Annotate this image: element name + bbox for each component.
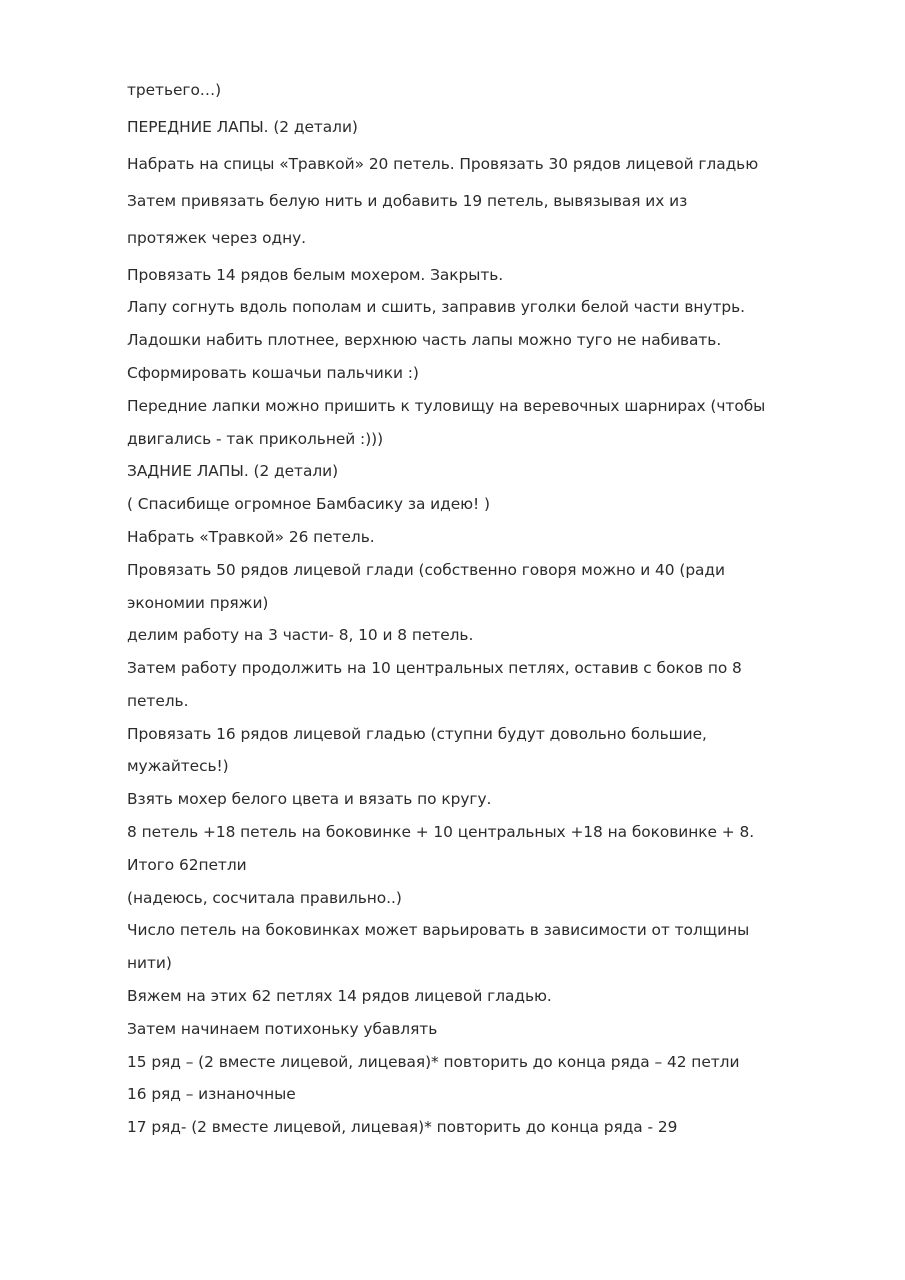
- document-line: Взять мохер белого цвета и вязать по кругу.: [127, 790, 492, 809]
- document-line: Затем начинаем потихоньку убавлять: [127, 1019, 438, 1038]
- document-line: ( Спасибище огромное Бамбасику за идею! ): [127, 495, 490, 514]
- document-line: Затем привязать белую нить и добавить 19 петель, вывязывая их из: [127, 191, 688, 210]
- document-line: (надеюсь, сосчитала правильно..): [127, 888, 402, 907]
- document-line: третьего…): [127, 81, 222, 99]
- document-line: 15 ряд – (2 вместе лицевой, лицевая)* повторить до конца ряда – 42 петли: [127, 1052, 740, 1071]
- document-line: протяжек через одну.: [127, 228, 306, 247]
- document-line: двигались - так прикольней :))): [127, 429, 384, 448]
- document-line: Вяжем на этих 62 петлях 14 рядов лицевой гладью.: [127, 987, 552, 1006]
- document-line: Передние лапки можно пришить к туловищу на веревочных шарнирах (чтобы: [127, 396, 766, 415]
- document-line: петель.: [127, 691, 189, 710]
- document-line: мужайтесь!): [127, 757, 229, 776]
- document-line: Ладошки набить плотнее, верхнюю часть лапы можно туго не набивать.: [127, 331, 722, 350]
- document-text-body: [127, 83, 787, 1153]
- document-line: 16 ряд – изнаночные: [127, 1085, 296, 1104]
- document-line: Затем работу продолжить на 10 центральных петлях, оставив с боков по 8: [127, 659, 742, 678]
- document-line: Число петель на боковинках может варьировать в зависимости от толщины: [127, 921, 750, 940]
- document-line: Лапу согнуть вдоль пополам и сшить, заправив уголки белой части внутрь.: [127, 298, 745, 317]
- document-line: нити): [127, 954, 172, 973]
- document-line: Провязать 50 рядов лицевой глади (собственно говоря можно и 40 (ради: [127, 560, 725, 579]
- document-line: Провязать 14 рядов белым мохером. Закрыть.: [127, 265, 504, 284]
- document-line: Набрать «Травкой» 26 петель.: [127, 527, 375, 546]
- document-line: экономии пряжи): [127, 593, 269, 612]
- document-line: Сформировать кошачьи пальчики :): [127, 363, 419, 382]
- document-line: 17 ряд- (2 вместе лицевой, лицевая)* повторить до конца ряда - 29: [127, 1118, 678, 1137]
- document-line: Набрать на спицы «Травкой» 20 петель. Провязать 30 рядов лицевой гладью: [127, 154, 759, 173]
- document-line: делим работу на 3 части- 8, 10 и 8 петель.: [127, 626, 474, 645]
- document-line: ЗАДНИЕ ЛАПЫ. (2 детали): [127, 462, 339, 481]
- document-line: ПЕРЕДНИЕ ЛАПЫ. (2 детали): [127, 117, 358, 136]
- document-line: 8 петель +18 петель на боковинке + 10 центральных +18 на боковинке + 8.: [127, 823, 755, 842]
- document-line: Итого 62петли: [127, 855, 247, 874]
- document-line: Провязать 16 рядов лицевой гладью (ступни будут довольно большие,: [127, 724, 707, 743]
